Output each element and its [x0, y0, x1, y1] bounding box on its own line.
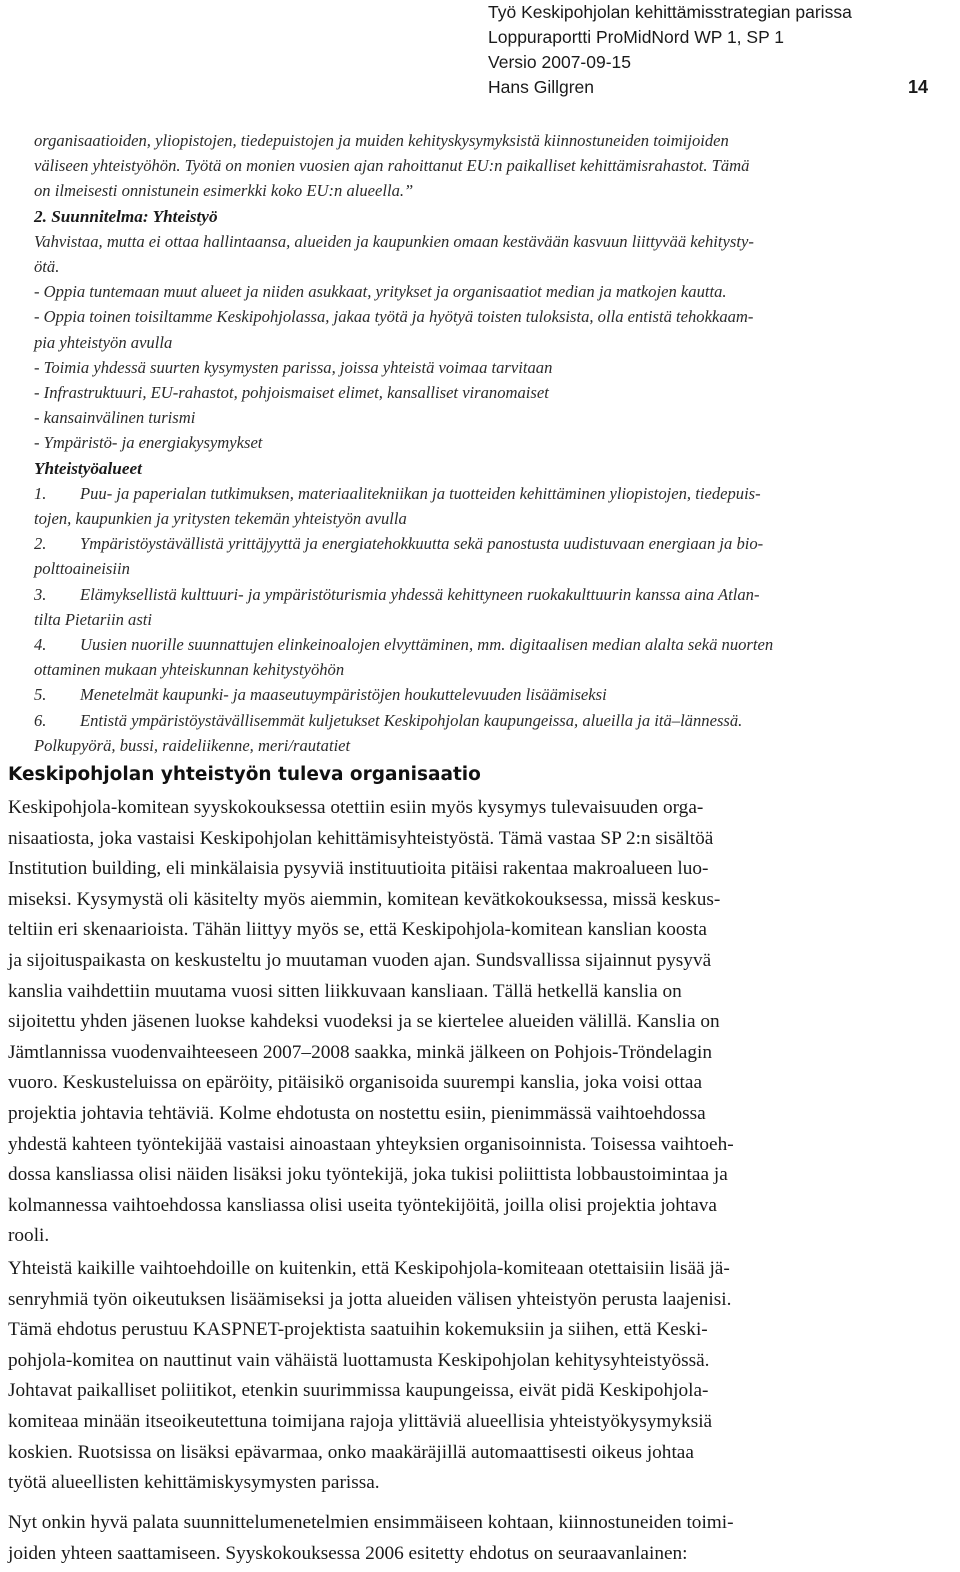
body-line: miseksi. Kysymystä oli käsitelty myös aiemmin, komitean kevätkokouksessa, missä keskus-: [8, 888, 721, 910]
plan-heading: 2. Suunnitelma: Yhteistyö: [34, 206, 218, 226]
body-line: rooli.: [8, 1225, 50, 1247]
body-line: projektia johtavia tehtäviä. Kolme ehdotusta on nostettu esiin, pienimmässä vaihtoehdossa: [8, 1102, 706, 1124]
area-text: Entistä ympäristöystävällisemmät kuljetukset Keskipohjolan kaupungeissa, alueilla ja itä–lännessä.: [80, 710, 743, 730]
body-line: yhdestä kahteen työntekijää vastaisi ainoastaan yhteyksien organisoinnista. Toisessa vaihtoeh-: [8, 1133, 734, 1155]
body-paragraph-2: [8, 1254, 952, 1499]
area-item: [34, 708, 930, 733]
area-number: 3.: [34, 584, 47, 604]
body-line: teltiin eri skenaarioista. Tähän liittyy myös se, että Keskipohjola-komitean kanslian koosta: [8, 919, 707, 941]
body-line: Keskipohjola-komitean syyskokouksessa otettiin esiin myös kysymys tulevaisuuden orga-: [8, 797, 704, 818]
body-line: Johtavat paikalliset poliitikot, etenkin suurimmissa kaupungeissa, eivät pidä Keskipohjola-: [8, 1380, 709, 1402]
intro-block: [34, 128, 930, 758]
body-line: komiteaa minään itseoikeutettuna toimijana rajoja ylittäviä alueellisia yhteistyökysymyksiä: [8, 1410, 713, 1432]
header-report-name: Loppuraportti ProMidNord WP 1, SP 1: [488, 27, 785, 47]
area-text: Elämyksellistä kulttuuri- ja ympäristöturismia yhdessä kehittyneen ruokakulttuurin kanssa aina Atlan-: [80, 584, 760, 604]
body-line: koskien. Ruotsissa on lisäksi epävarmaa, onko maakäräjillä automaattisesti oikeus johtaa: [8, 1441, 694, 1463]
plan-line: - kansainvälinen turismi: [34, 408, 196, 428]
body-line: Yhteistä kaikille vaihtoehdoille on kuitenkin, että Keskipohjola-komiteaan otettaisiin lisää jä-: [8, 1258, 730, 1279]
area-item-continued: tilta Pietariin asti: [34, 609, 153, 629]
body-line: dossa kansliassa olisi näiden lisäksi joku työntekijä, joka tukisi poliittista lobbaustoimintaa ja: [8, 1164, 728, 1186]
body-line: joiden yhteen saattamiseen. Syyskokouksessa 2006 esitetty ehdotus on seuraavanlainen:: [8, 1542, 688, 1564]
body-line: senryhmiä työn oikeutuksen lisäämiseksi ja jotta alueiden välisen yhteistyön perusta laajenisi.: [8, 1288, 732, 1310]
area-item: [34, 682, 930, 707]
body-line: sijoitettu yhden jäsenen luokse kahdeksi vuodeksi ja se kiertelee alueiden välillä. Kanslia on: [8, 1011, 720, 1033]
plan-line: - Toimia yhdessä suurten kysymysten parissa, joissa yhteistä voimaa tarvitaan: [34, 357, 553, 377]
area-number: 1.: [34, 483, 47, 503]
area-item-continued: tojen, kaupunkien ja yritysten tekemän yhteistyön avulla: [34, 509, 407, 529]
intro-line: organisaatioiden, yliopistojen, tiedepuistojen ja muiden kehityskysymyksistä kiinnostuneiden toimijoiden: [34, 131, 729, 150]
area-item-continued: ottaminen mukaan yhteiskunnan kehitystyöhön: [34, 660, 345, 680]
body-line: Tämä ehdotus perustuu KASPNET-projektista saatuihin kokemuksiin ja siihen, että Keski-: [8, 1319, 708, 1341]
body-line: vuoro. Keskusteluissa on epäröity, pitäisikö organisoida suurempi kanslia, joka voisi ottaa: [8, 1072, 703, 1094]
section-title: Keskipohjolan yhteistyön tuleva organisaatio: [8, 764, 481, 785]
header-version: Versio 2007-09-15: [488, 52, 632, 72]
area-item-continued: Polkupyörä, bussi, raideliikenne, meri/rautatiet: [34, 735, 351, 755]
area-item: [34, 632, 930, 657]
area-number: 6.: [34, 710, 47, 730]
area-text: Puu- ja paperialan tutkimuksen, materiaalitekniikan ja tuotteiden kehittäminen yliopistojen, tiedepuis-: [80, 483, 761, 503]
page-header: [488, 0, 928, 100]
body-line: kanslia vaihdettiin muutama vuosi sitten liikkuvaan kansliaan. Tällä hetkellä kanslia on: [8, 980, 682, 1002]
intro-line: on ilmeisesti onnistunein esimerkki koko EU:n alueella.”: [34, 181, 414, 201]
area-number: 2.: [34, 534, 47, 554]
area-number: 5.: [34, 685, 47, 705]
body-line: nisaatiosta, joka vastaisi Keskipohjolan kehittämisyhteistyöstä. Tämä vastaa SP 2:n sisältöä: [8, 827, 714, 849]
body-line: Jämtlannissa vuodenvaihteeseen 2007–2008 saakka, minkä jälkeen on Pohjois-Tröndelagin: [8, 1041, 712, 1063]
plan-line: Vahvistaa, mutta ei ottaa hallintaansa, alueiden ja kaupunkien omaan kestävään kasvuun liittyvää kehitysty-: [34, 231, 754, 251]
area-text: Uusien nuorille suunnattujen elinkeinoalojen elvyttäminen, mm. digitaalisen median alalta sekä nuorten: [80, 635, 774, 655]
area-item-continued: polttoaineisiin: [34, 559, 130, 579]
body-line: ja sijoituspaikasta on keskusteltu jo muutaman vuoden ajan. Sundsvallissa sijainnut pysyvä: [8, 949, 712, 971]
area-text: Ympäristöystävällistä yrittäjyyttä ja energiatehokkuutta sekä panostusta uudistuvaan energiaan ja bio-: [80, 534, 764, 554]
area-number: 4.: [34, 635, 47, 655]
plan-line: - Infrastruktuuri, EU-rahastot, pohjoismaiset elimet, kansalliset viranomaiset: [34, 383, 549, 403]
area-item: [34, 531, 930, 556]
area-text: Menetelmät kaupunki- ja maaseutuympäristöjen houkuttelevuuden lisäämiseksi: [80, 685, 607, 705]
header-document-title: Työ Keskipohjolan kehittämisstrategian parissa: [488, 2, 852, 22]
body-line: kolmannessa vaihtoehdossa kansliassa olisi useita työntekijöitä, joilla olisi projektia johtava: [8, 1194, 717, 1216]
plan-line: ötä.: [34, 257, 60, 277]
intro-line: väliseen yhteistyöhön. Työtä on monien vuosien ajan rahoittanut EU:n paikalliset kehittämisrahastot. Tämä: [34, 156, 750, 176]
header-author: Hans Gillgren: [488, 77, 595, 97]
body-line: pohjola-komitea on nauttinut vain vähäistä luottamusta Keskipohjolan kehitysyhteistyössä.: [8, 1349, 710, 1371]
page-number: 14: [907, 77, 928, 97]
body-line: Institution building, eli minkälaisia pysyviä instituutioita pitäisi rakentaa makroalueen luo-: [8, 858, 709, 880]
body-line: Nyt onkin hyvä palata suunnittelumenetelmien ensimmäiseen kohtaan, kiinnostuneiden toimi-: [8, 1512, 734, 1533]
area-item: [34, 582, 930, 607]
areas-heading: Yhteistyöalueet: [34, 458, 142, 478]
body-line: työtä alueellisten kehittämiskysymysten parissa.: [8, 1472, 380, 1494]
body-paragraph-1: [8, 793, 952, 1252]
plan-line: - Oppia tuntemaan muut alueet ja niiden asukkaat, yritykset ja organisaatiot median ja matkojen kautta.: [34, 282, 727, 302]
plan-line: - Oppia toinen toisiltamme Keskipohjolassa, jakaa työtä ja hyötyä toisten tuloksista, olla entistä tehokkaam-: [34, 307, 754, 327]
plan-line: - Ympäristö- ja energiakysymykset: [34, 433, 263, 453]
plan-line: pia yhteistyön avulla: [34, 332, 173, 352]
area-item: [34, 481, 930, 506]
body-paragraph-3: [8, 1508, 952, 1569]
